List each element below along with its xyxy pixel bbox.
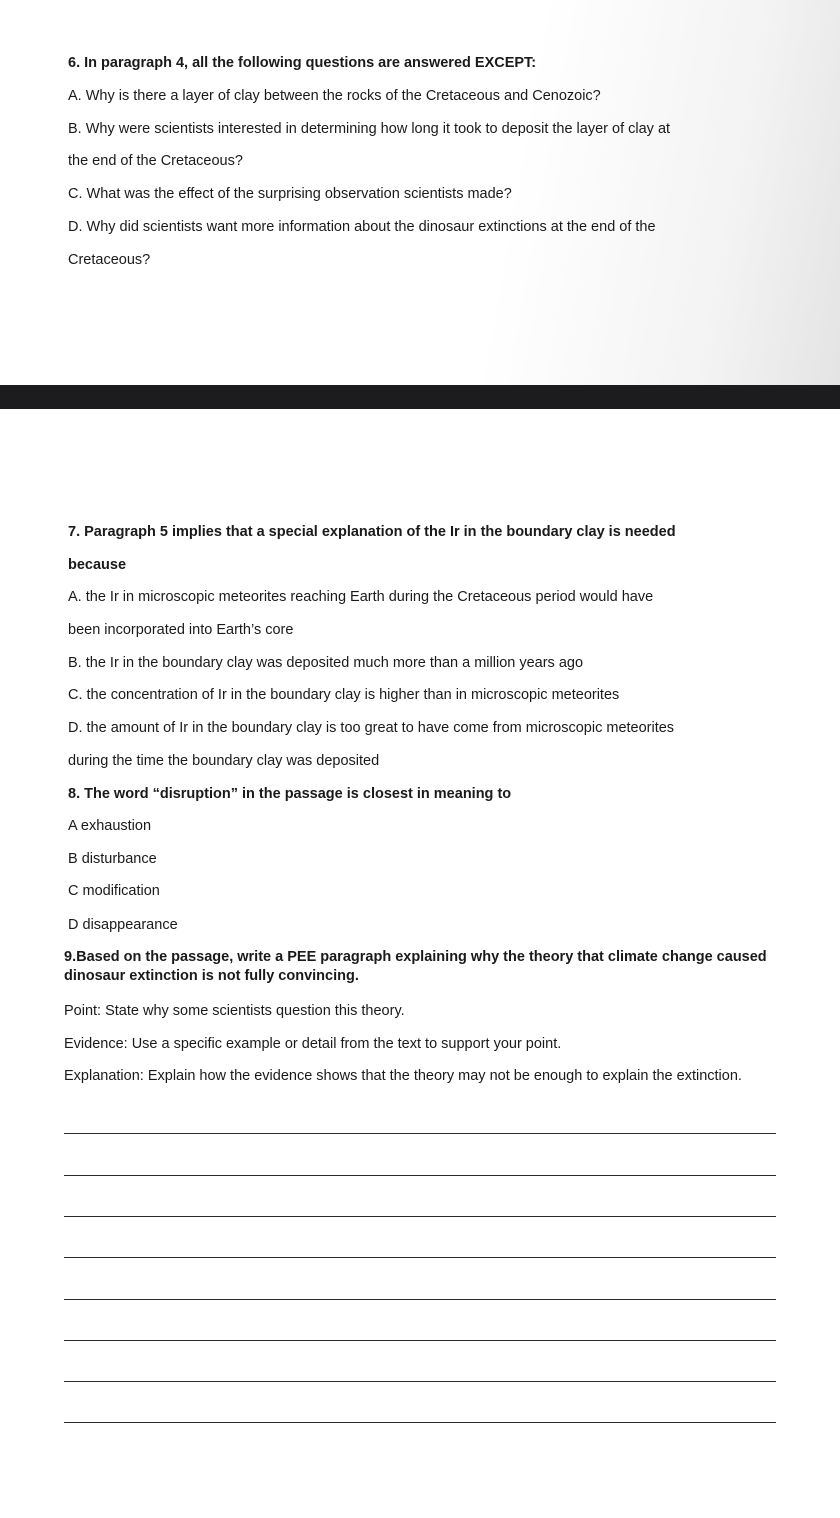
answer-line[interactable]	[64, 1381, 776, 1382]
page-divider	[0, 385, 840, 409]
page-bottom-sheet	[0, 409, 840, 1518]
question-8: 8. The word “disruption” in the passage is closest in meaning to	[68, 786, 512, 802]
q7-option-a: A. the Ir in microscopic meteorites reaching Earth during the Cretaceous period would have	[68, 589, 654, 605]
answer-line[interactable]	[64, 1422, 776, 1423]
answer-line[interactable]	[64, 1340, 776, 1341]
q6-option-b: B. Why were scientists interested in determining how long it took to deposit the layer of clay at	[68, 121, 671, 137]
answer-line[interactable]	[64, 1216, 776, 1217]
q7-option-b: B. the Ir in the boundary clay was deposited much more than a million years ago	[68, 655, 584, 671]
q9-evidence: Evidence: Use a specific example or detail from the text to support your point.	[64, 1036, 562, 1052]
answer-line[interactable]	[64, 1299, 776, 1300]
q9-point: Point: State why some scientists question this theory.	[64, 1003, 405, 1019]
q7-option-a-cont: been incorporated into Earth’s core	[68, 622, 294, 638]
q9-explanation: Explanation: Explain how the evidence shows that the theory may not be enough to explain the extinction.	[64, 1068, 742, 1084]
answer-line[interactable]	[64, 1257, 776, 1258]
question-9: 9.Based on the passage, write a PEE paragraph explaining why the theory that climate change caused dinosaur extinction is not fully convincing.	[64, 949, 767, 984]
answer-line[interactable]	[64, 1133, 776, 1134]
q6-option-d-cont: Cretaceous?	[68, 252, 151, 268]
q6-option-d: D. Why did scientists want more information about the dinosaur extinctions at the end of the	[68, 219, 656, 235]
q7-option-d: D. the amount of Ir in the boundary clay is too great to have come from microscopic meteorites	[68, 720, 675, 736]
q7-option-c: C. the concentration of Ir in the boundary clay is higher than in microscopic meteorites	[68, 687, 620, 703]
q8-option-d: D disappearance	[68, 917, 178, 933]
q8-option-c: C modification	[68, 883, 160, 899]
question-7-cont: because	[68, 557, 127, 573]
answer-line[interactable]	[64, 1175, 776, 1176]
q8-option-b: B disturbance	[68, 851, 157, 867]
q8-option-a: A exhaustion	[68, 818, 152, 834]
question-6: 6. In paragraph 4, all the following questions are answered EXCEPT:	[68, 55, 537, 71]
q6-option-b-cont: the end of the Cretaceous?	[68, 153, 243, 169]
q6-option-a: A. Why is there a layer of clay between the rocks of the Cretaceous and Cenozoic?	[68, 88, 601, 104]
q6-option-c: C. What was the effect of the surprising observation scientists made?	[68, 186, 512, 202]
q7-option-d-cont: during the time the boundary clay was deposited	[68, 753, 380, 769]
question-7: 7. Paragraph 5 implies that a special explanation of the Ir in the boundary clay is needed	[68, 524, 676, 540]
page-top-sheet	[0, 0, 840, 385]
